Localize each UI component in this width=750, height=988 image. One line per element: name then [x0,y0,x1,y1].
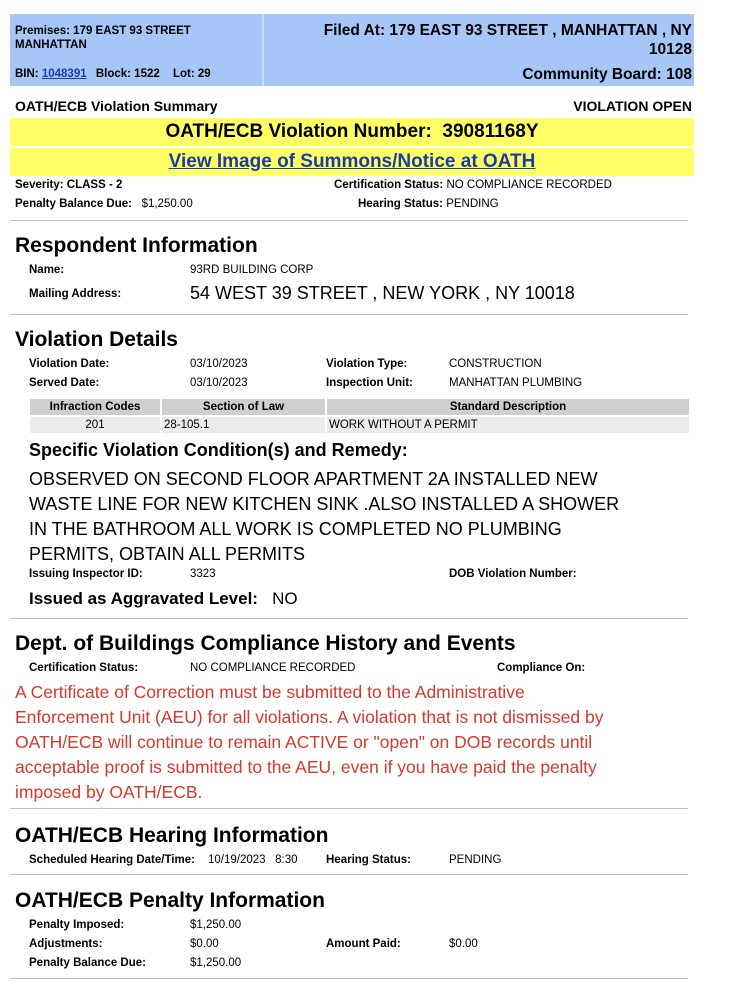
penalty-balance-label: Penalty Balance Due: [29,957,146,969]
hearing-time: 8:30 [275,854,298,866]
filed-at-line1: Filed At: 179 EAST 93 STREET , MANHATTAN , NY [323,22,692,39]
divider [10,314,688,315]
inspection-unit-label: Inspection Unit: [326,377,413,389]
condition-heading: Specific Violation Condition(s) and Remedy: [29,440,408,460]
hearing-status-value: PENDING [449,854,502,866]
hearing-status-label: Hearing Status: [358,198,443,210]
compliance-cert-label: Certification Status: [29,662,139,674]
premises-borough: MANHATTAN [15,39,87,51]
block-label: Block: 1522 [95,68,160,80]
divider [10,220,688,221]
violation-status: VIOLATION OPEN [573,98,692,114]
notice-line: Enforcement Unit (AEU) for all violations. A violation that is not dismissed by [15,707,604,727]
violation-date-label: Violation Date: [29,358,110,370]
penalty-heading: OATH/ECB Penalty Information [15,889,325,912]
table-header-infraction: Infraction Codes [30,399,160,415]
mailing-address-label: Mailing Address: [29,288,122,300]
hearing-date: 10/19/2023 [208,854,266,866]
notice-line: acceptable proof is submitted to the AEU, even if you have paid the penalty [15,757,597,777]
hearing-status-value: PENDING [446,198,499,210]
condition-line: WASTE LINE FOR NEW KITCHEN SINK .ALSO INSTALLED A SHOWER [29,494,620,514]
table-header-description: Standard Description [327,399,689,415]
dob-violation-number-label: DOB Violation Number: [449,568,577,580]
certification-row [334,179,612,191]
inspector-label: Issuing Inspector ID: [29,568,143,580]
violation-details-heading: Violation Details [15,328,178,351]
table-cell-description: WORK WITHOUT A PERMIT [327,417,689,433]
condition-line: OBSERVED ON SECOND FLOOR APARTMENT 2A INSTALLED NEW [29,469,598,489]
respondent-heading: Respondent Information [15,234,258,257]
compliance-heading: Dept. of Buildings Compliance History and Events [15,632,516,655]
hearing-status-label: Hearing Status: [326,854,411,866]
certification-label: Certification Status: [334,179,444,191]
lot-label: Lot: 29 [172,68,211,80]
notice-line: A Certificate of Correction must be submitted to the Administrative [15,682,525,702]
aggravated-label: Issued as Aggravated Level: [29,589,258,608]
hearing-date-label: Scheduled Hearing Date/Time: [29,854,195,866]
bin-label: BIN: [15,68,39,80]
header-divider [262,14,264,86]
divider [10,808,688,809]
table-cell-infraction: 201 [30,417,160,433]
amount-paid-label: Amount Paid: [326,938,401,950]
summary-title: OATH/ECB Violation Summary [15,98,218,114]
violation-number: 39081168Y [442,121,539,142]
hearing-datetime [208,854,298,866]
inspection-unit: MANHATTAN PLUMBING [449,377,583,389]
divider [10,978,688,979]
served-date: 03/10/2023 [190,377,248,389]
notice-line: OATH/ECB will continue to remain ACTIVE or "open" on DOB records until [15,732,593,752]
divider [10,618,688,619]
hearing-heading: OATH/ECB Hearing Information [15,824,329,847]
premises-label: Premises: 179 EAST 93 STREET [15,25,191,37]
respondent-name: 93RD BUILDING CORP [190,264,314,276]
penalty-balance-due: $1,250.00 [190,957,242,969]
certification-value: NO COMPLIANCE RECORDED [446,179,612,191]
condition-text [29,467,619,567]
hearing-status-row [358,198,499,210]
summons-link[interactable]: View Image of Summons/Notice at OATH [168,151,536,172]
violation-date: 03/10/2023 [190,358,248,370]
compliance-on-label: Compliance On: [497,662,586,674]
violation-type-label: Violation Type: [326,358,408,370]
bin-row [15,68,211,80]
bin-link[interactable]: 1048391 [41,68,87,80]
penalty-balance-row [15,198,193,210]
violation-type: CONSTRUCTION [449,358,542,370]
violation-number-row [10,121,694,143]
aggravated-row [29,589,298,609]
served-date-label: Served Date: [29,377,100,389]
divider [10,874,688,875]
adjustments-label: Adjustments: [29,938,103,950]
aggravated-value: NO [272,589,298,608]
filed-at-zip: 10128 [648,41,692,58]
amount-paid-value: $0.00 [449,938,478,950]
table-cell-section: 28-105.1 [162,417,325,433]
penalty-balance-value: $1,250.00 [141,198,193,210]
community-board: Community Board: 108 [522,66,692,83]
compliance-cert-value: NO COMPLIANCE RECORDED [190,662,356,674]
respondent-name-label: Name: [29,264,65,276]
aeu-notice [15,680,603,805]
table-header-section: Section of Law [162,399,325,415]
adjustments-value: $0.00 [190,938,219,950]
mailing-address: 54 WEST 39 STREET , NEW YORK , NY 10018 [190,283,575,303]
condition-line: PERMITS, OBTAIN ALL PERMITS [29,544,306,564]
severity: Severity: CLASS - 2 [15,179,123,191]
condition-line: IN THE BATHROOM ALL WORK IS COMPLETED NO PLUMBING [29,519,562,539]
penalty-balance-label: Penalty Balance Due: [15,198,132,210]
inspector-id: 3323 [190,568,216,580]
penalty-imposed-label: Penalty Imposed: [29,919,125,931]
violation-number-label: OATH/ECB Violation Number: [165,121,432,142]
notice-line: imposed by OATH/ECB. [15,782,203,802]
penalty-imposed: $1,250.00 [190,919,242,931]
